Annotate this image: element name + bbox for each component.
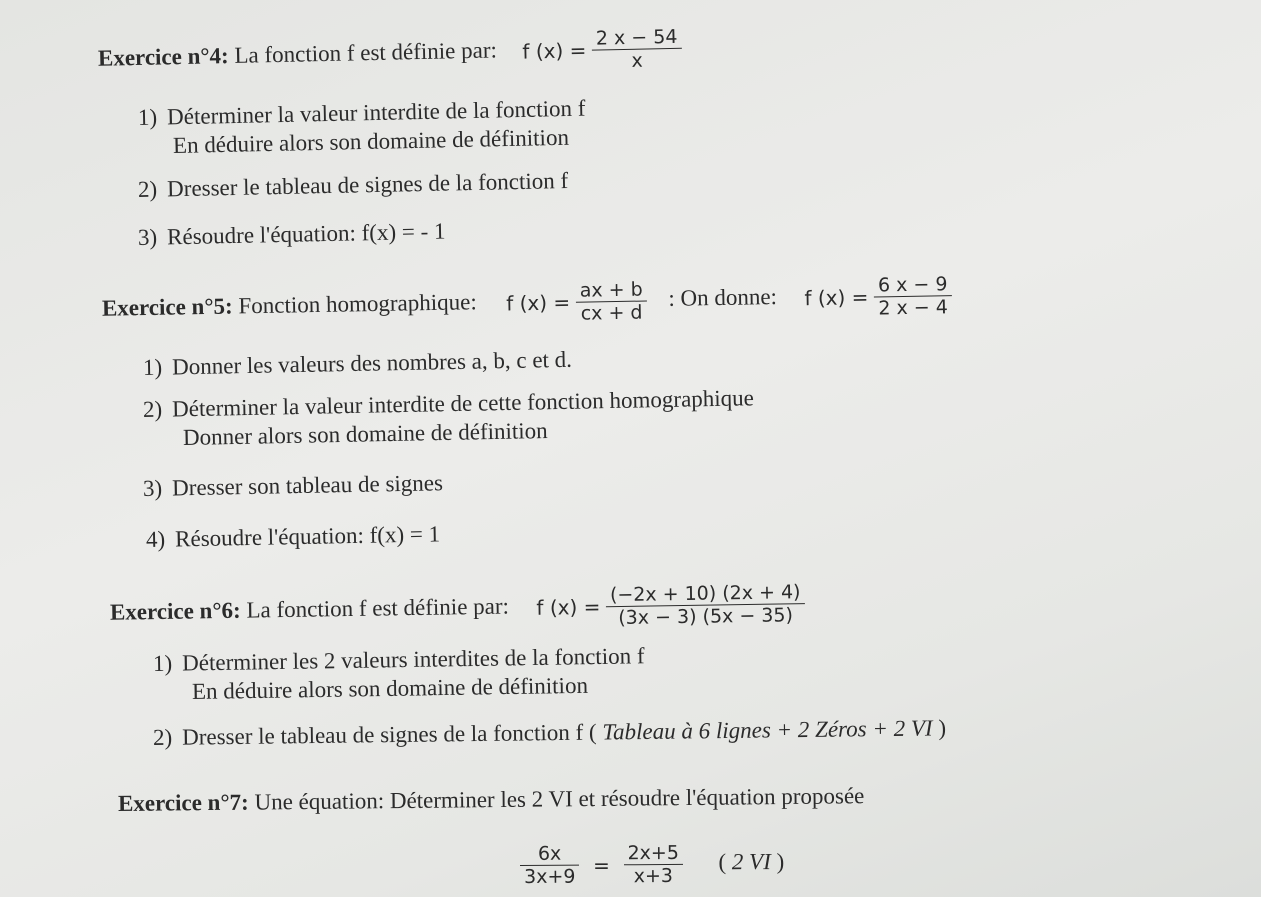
ex4-q1-text-a: Déterminer la valeur interdite de la fonction f [166,95,586,130]
ex6-q1-text-b: En déduire alors son domaine de définition [191,672,589,704]
ex7-note-close: ) [776,848,785,874]
ex6-numerator: (−2x + 10) (2x + 4) [606,581,805,607]
ex4-q3-equation: f(x) = - 1 [361,218,446,246]
ex7-heading [118,782,865,818]
ex6-fx: f (x) = [536,594,601,620]
ex5-numerator: 6 x − 9 [874,273,952,297]
ex4-q1-text-b: En déduire alors son domaine de définition [172,124,570,158]
ex5-q4-number: 4) [145,526,166,552]
ex5-q3-text: Dresser son tableau de signes [171,470,444,501]
ex4-q2-number: 2) [137,176,158,202]
ex4-q3 [138,218,446,252]
ex6-denominator: (3x − 3) (5x − 35) [618,604,794,630]
ex7-lhs-fraction [520,843,580,888]
ex5-fx: f (x) = [804,285,869,311]
ex7-rhs-fraction [623,842,683,887]
ex6-q2 [153,714,946,752]
ex7-rhs-numerator: 2x+5 [623,842,683,865]
ex6-q1-number: 1) [152,650,173,676]
ex7-equals: = [593,852,610,877]
ex5-q4 [146,520,441,554]
ex4-heading [98,26,683,83]
ex6-q1-text-a: Déterminer les 2 valeurs interdites de la fonction f [181,643,645,676]
ex5-fraction [874,273,952,319]
ex5-q3-number: 3) [142,475,163,501]
ex4-q3-text: Résoudre l'équation: [166,220,357,250]
ex5-heading [102,273,952,333]
ex5-q1-number: 1) [142,354,163,380]
ex5-q1 [143,346,572,382]
ex7-title: Exercice n°7: [117,789,249,816]
ex6-fraction [606,581,805,629]
ex4-q2 [138,167,569,204]
ex6-q2-note: Tableau à 6 lignes + 2 Zéros + 2 VI [602,715,933,745]
ex4-denominator: x [631,49,643,72]
ex5-q2-text-a: Déterminer la valeur interdite de cette fonction homographique [171,385,755,422]
ex5-intro: Fonction homographique: [238,289,477,319]
ex4-intro: La fonction f est définie par: [234,37,498,68]
ex5-general-denominator: cx + d [580,301,643,325]
ex5-general-numerator: ax + b [576,278,647,302]
ex7-lhs-numerator: 6x [520,843,580,866]
ex7-note-open: ( [718,849,727,875]
ex7-note: 2 VI [731,849,771,875]
ex5-given: : On donne: [668,284,778,311]
ex5-q2b [183,417,548,452]
ex5-q4-text: Résoudre l'équation: [174,522,365,552]
ex7-intro: Une équation: Déterminer les 2 VI et résoudre l'équation proposée [254,783,865,815]
ex5-q1-text: Donner les valeurs des nombres a, b, c et d. [171,346,573,380]
ex4-fx: f (x) = [522,38,587,64]
ex5-title: Exercice n°5: [101,293,233,321]
ex5-general-fraction [576,278,648,324]
ex4-q2-text: Dresser le tableau de signes de la fonction f [166,167,569,202]
ex6-title: Exercice n°6: [109,597,241,625]
ex5-q2-text-b: Donner alors son domaine de définition [182,418,548,450]
ex5-fx-general: f (x) = [506,290,571,316]
ex6-q2-text: Dresser le tableau de signes de la fonction f ( [182,719,597,750]
ex4-title: Exercice n°4: [97,43,229,71]
ex5-q3 [143,469,443,503]
ex7-equation [520,841,785,888]
ex6-q1b [192,672,588,706]
ex7-lhs-denominator: 3x+9 [524,865,576,888]
ex5-denominator: 2 x − 4 [878,296,949,320]
ex4-q1-number: 1) [137,104,158,130]
ex6-intro: La fonction f est définie par: [246,593,510,623]
ex4-q3-number: 3) [137,224,158,250]
ex4-fraction [592,26,682,73]
ex5-q2-number: 2) [142,396,163,422]
ex5-q4-equation: f(x) = 1 [369,521,441,548]
ex6-q2-close: ) [938,715,947,741]
ex4-numerator: 2 x − 54 [592,26,682,51]
ex6-q2-number: 2) [152,724,173,750]
ex6-heading [110,581,805,637]
ex7-rhs-denominator: x+3 [633,864,674,888]
